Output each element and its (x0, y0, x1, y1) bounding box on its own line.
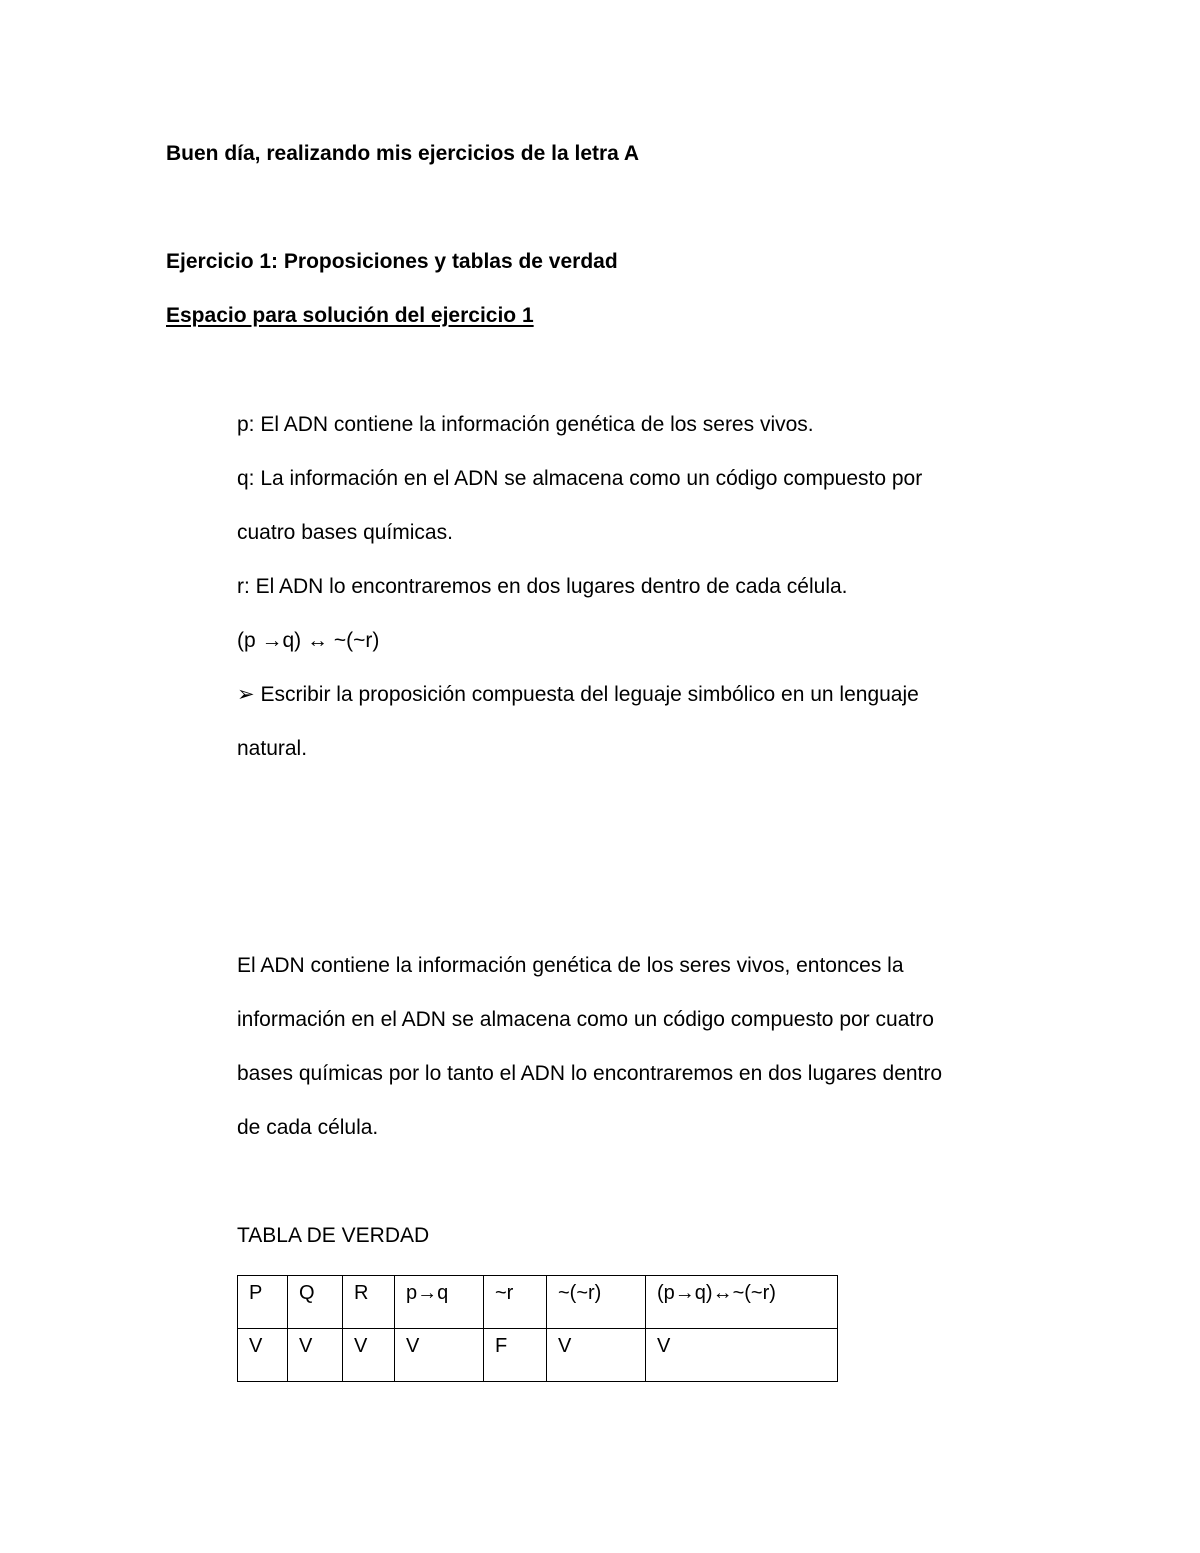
proposition-q-line2: cuatro bases químicas. (237, 521, 453, 544)
header-cell-biconditional: (p→q)↔~(~r) (646, 1276, 838, 1329)
answer-line3: bases químicas por lo tanto el ADN lo encontraremos en dos lugares dentro (237, 1062, 943, 1085)
instruction-line2: natural. (237, 737, 308, 760)
header-cell-not-r: ~r (484, 1276, 547, 1329)
table-title: TABLA DE VERDAD (237, 1224, 430, 1247)
compound-formula: (p →q) ↔ ~(~r) (237, 629, 380, 652)
table-cell: V (547, 1329, 646, 1382)
answer-line1: El ADN contiene la información genética de los seres vivos, entonces la (237, 954, 904, 977)
proposition-p: p: El ADN contiene la información genética de los seres vivos. (237, 413, 814, 436)
header-cell-r: R (343, 1276, 395, 1329)
table-cell: V (646, 1329, 838, 1382)
answer-line2: información en el ADN se almacena como un código compuesto por cuatro (237, 1008, 934, 1031)
table-cell: V (395, 1329, 484, 1382)
table-cell: V (288, 1329, 343, 1382)
table-cell: V (238, 1329, 288, 1382)
greeting-line: Buen día, realizando mis ejercicios de la letra A (166, 142, 640, 165)
arrow-bullet-icon: ➢ (237, 683, 255, 706)
table-cell: F (484, 1329, 547, 1382)
table-cell: V (343, 1329, 395, 1382)
solution-heading: Espacio para solución del ejercicio 1 (166, 304, 534, 327)
header-cell-p-implies-q: p→q (395, 1276, 484, 1329)
proposition-q-line1: q: La información en el ADN se almacena como un código compuesto por (237, 467, 923, 490)
proposition-r: r: El ADN lo encontraremos en dos lugares dentro de cada célula. (237, 575, 848, 598)
truth-table (237, 1275, 838, 1382)
header-cell-not-not-r: ~(~r) (547, 1276, 646, 1329)
table-row (238, 1329, 838, 1382)
instruction-text: Escribir la proposición compuesta del leguaje simbólico en un lenguaje (260, 683, 919, 706)
instruction-line1 (237, 684, 919, 705)
answer-line4: de cada célula. (237, 1116, 379, 1139)
header-cell-q: Q (288, 1276, 343, 1329)
truth-table-header-row (238, 1276, 838, 1329)
header-cell-p: P (238, 1276, 288, 1329)
exercise-title: Ejercicio 1: Proposiciones y tablas de verdad (166, 250, 618, 273)
